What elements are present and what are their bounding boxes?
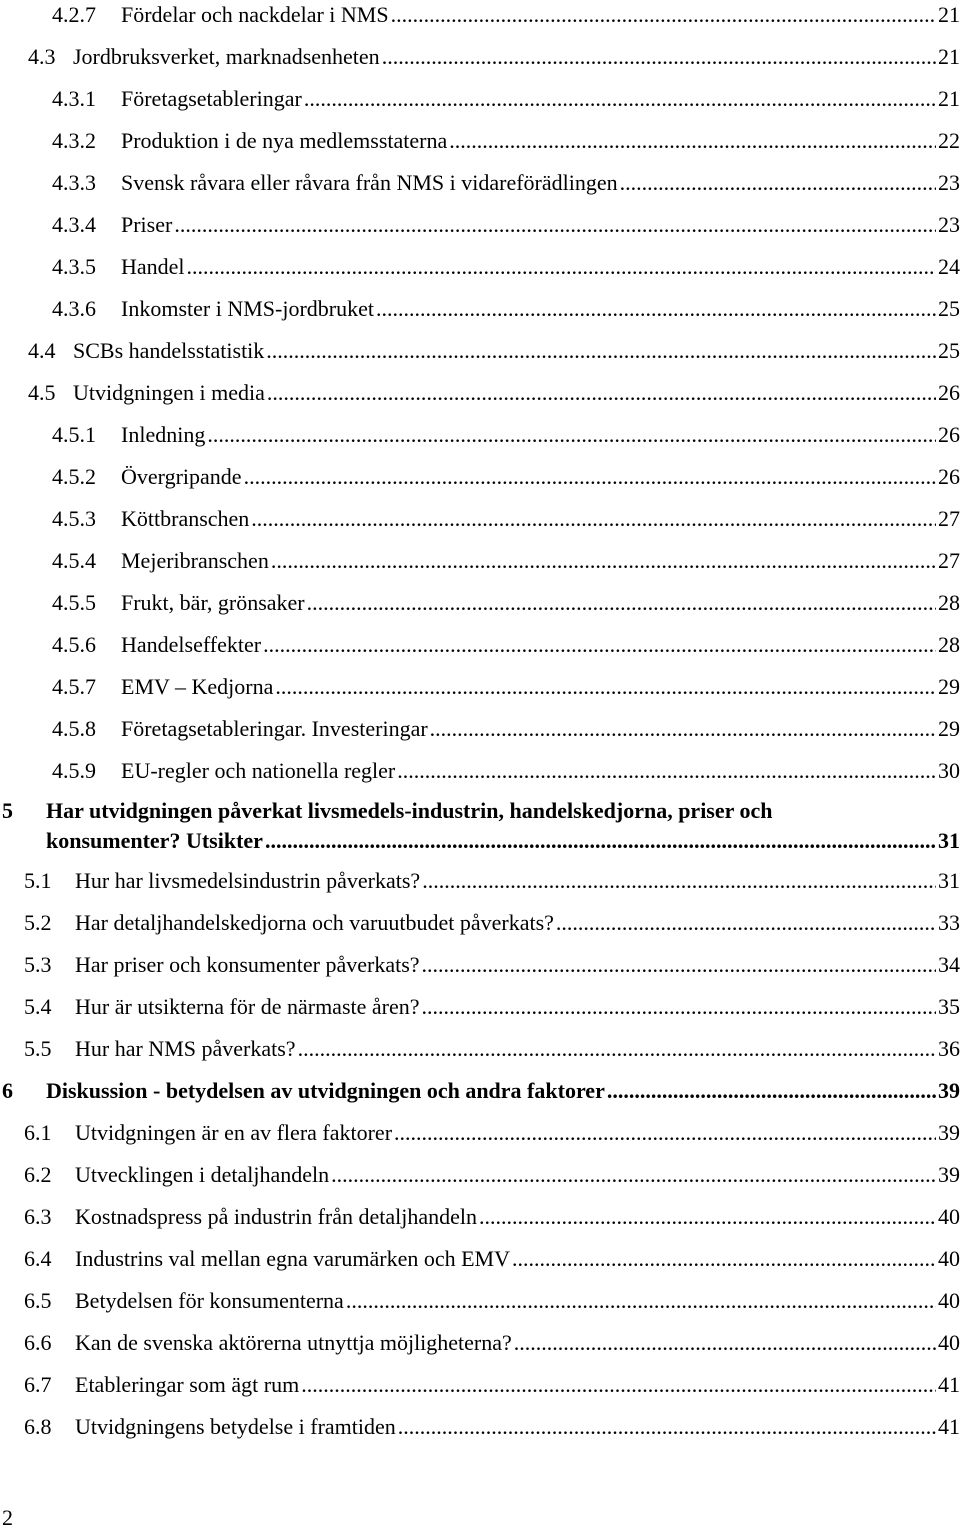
toc-entry-page: 39: [938, 1120, 960, 1145]
toc-entry[interactable]: [0, 462, 960, 496]
toc-entry-page: 21: [938, 44, 960, 69]
toc-chapter-6[interactable]: [0, 1076, 960, 1110]
toc-chapter-5[interactable]: [0, 796, 960, 858]
toc-entry-page: 33: [938, 910, 960, 935]
dot-leader: [346, 1286, 936, 1316]
toc-entry-number: 6.8: [24, 1414, 52, 1439]
toc-entry-page: 24: [938, 254, 960, 279]
toc-entry[interactable]: [0, 168, 960, 202]
toc-entry[interactable]: [0, 1370, 960, 1404]
toc-entry-page: 23: [938, 170, 960, 195]
toc-entry-number: 6.5: [24, 1288, 52, 1313]
toc-entry-number: 6.6: [24, 1330, 52, 1355]
toc-entry-title: Har detaljhandelskedjorna och varuutbudet påverkats?: [75, 908, 556, 938]
toc-entry-number: 5.1: [24, 868, 52, 893]
toc-entry-page: 39: [938, 1162, 960, 1187]
toc-entry-title: Har priser och konsumenter påverkats?: [75, 950, 422, 980]
toc-entry-title: Inledning: [121, 420, 207, 450]
toc-entry-page: 35: [938, 994, 960, 1019]
toc-chapter-page: 39: [938, 1078, 960, 1103]
toc-entry[interactable]: [0, 992, 960, 1026]
toc-entry-title: Betydelsen för konsumenterna: [75, 1286, 346, 1316]
toc-entry-number: 4.3.5: [52, 254, 96, 279]
toc-entry-title: Handelseffekter: [121, 630, 263, 660]
toc-entry-title: Utvidgningen i media: [73, 378, 267, 408]
dot-leader: [620, 168, 936, 198]
toc-entry-page: 36: [938, 1036, 960, 1061]
toc-entry-page: 40: [938, 1246, 960, 1271]
toc-entry-page: 34: [938, 952, 960, 977]
toc-entry-page: 41: [938, 1414, 960, 1439]
toc-chapter-number: 6: [2, 1078, 13, 1103]
toc-entry-page: 27: [938, 548, 960, 573]
toc-entry-number: 4.5.4: [52, 548, 96, 573]
toc-entry-page: 26: [938, 464, 960, 489]
toc-entry-number: 4.5.5: [52, 590, 96, 615]
dot-leader: [187, 252, 936, 282]
dot-leader: [422, 992, 936, 1022]
toc-entry-page: 25: [938, 296, 960, 321]
toc-entry-title: Utvidgningens betydelse i framtiden: [75, 1412, 398, 1442]
toc-entry[interactable]: [0, 1034, 960, 1068]
toc-entry-page: 21: [938, 86, 960, 111]
toc-entry[interactable]: [0, 672, 960, 706]
toc-entry-title: Fördelar och nackdelar i NMS: [121, 0, 391, 30]
toc-entry-page: 28: [938, 632, 960, 657]
dot-leader: [382, 42, 936, 72]
dot-leader: [422, 866, 936, 896]
toc-entry-title: Utvecklingen i detaljhandeln: [75, 1160, 331, 1190]
toc-entry-page: 23: [938, 212, 960, 237]
toc-entry-page: 29: [938, 716, 960, 741]
toc-entry[interactable]: [0, 84, 960, 118]
toc-entry-number: 4.3: [28, 44, 56, 69]
dot-leader: [394, 1118, 936, 1148]
toc-entry[interactable]: [0, 630, 960, 664]
toc-entry-number: 4.2.7: [52, 2, 96, 27]
toc-entry-number: 4.5.2: [52, 464, 96, 489]
toc-entry-title: Svensk råvara eller råvara från NMS i vidareförädlingen: [121, 168, 620, 198]
toc-entry-page: 28: [938, 590, 960, 615]
toc-entry[interactable]: [0, 378, 960, 412]
toc-entry-number: 4.5.8: [52, 716, 96, 741]
toc-entry-title: Kan de svenska aktörerna utnyttja möjligheterna?: [75, 1328, 514, 1358]
toc-entry-title: Köttbranschen: [121, 504, 251, 534]
toc-chapter-title: Diskussion - betydelsen av utvidgningen och andra faktorer: [46, 1076, 607, 1106]
toc-entry-page: 26: [938, 422, 960, 447]
toc-entry[interactable]: [0, 1286, 960, 1320]
dot-leader: [556, 908, 936, 938]
toc-entry[interactable]: [0, 0, 960, 34]
toc-entry[interactable]: [0, 1160, 960, 1194]
dot-leader: [422, 950, 936, 980]
dot-leader: [251, 504, 936, 534]
toc-entry-title: Hur har livsmedelsindustrin påverkats?: [75, 866, 422, 896]
toc-entry-number: 5.2: [24, 910, 52, 935]
toc-entry-title: Övergripande: [121, 462, 244, 492]
toc-entry-number: 4.3.6: [52, 296, 96, 321]
toc-entry-number: 6.7: [24, 1372, 52, 1397]
dot-leader: [607, 1076, 936, 1106]
toc-entry-title: Företagsetableringar. Investeringar: [121, 714, 430, 744]
toc-entry-title: Frukt, bär, grönsaker: [121, 588, 307, 618]
toc-entry[interactable]: [0, 126, 960, 160]
toc-chapter-title-line1: Har utvidgningen påverkat livsmedels-industrin, handelskedjorna, priser och: [46, 798, 773, 823]
toc-entry-number: 4.4: [28, 338, 56, 363]
toc-chapter-page: 31: [938, 828, 960, 853]
toc-entry-title: Kostnadspress på industrin från detaljhandeln: [75, 1202, 479, 1232]
dot-leader: [207, 420, 936, 450]
toc-entry-title: Priser: [121, 210, 174, 240]
toc-entry-number: 5.5: [24, 1036, 52, 1061]
toc-entry[interactable]: [0, 1244, 960, 1278]
dot-leader: [449, 126, 936, 156]
toc-entry[interactable]: [0, 714, 960, 748]
toc-entry[interactable]: [0, 294, 960, 328]
toc-entry[interactable]: [0, 908, 960, 942]
toc-entry-title: EMV – Kedjorna: [121, 672, 275, 702]
toc-entry-title: Hur har NMS påverkats?: [75, 1034, 298, 1064]
toc-entry-number: 5.4: [24, 994, 52, 1019]
dot-leader: [266, 336, 936, 366]
toc-entry[interactable]: [0, 1412, 960, 1446]
toc-entry-number: 4.3.4: [52, 212, 96, 237]
toc-entry[interactable]: [0, 1328, 960, 1362]
dot-leader: [391, 0, 936, 30]
dot-leader: [331, 1160, 936, 1190]
toc-entry-title: Etableringar som ägt rum: [75, 1370, 301, 1400]
dot-leader: [397, 756, 936, 786]
toc-chapter-title-line2: konsumenter? Utsikter: [46, 826, 265, 856]
dot-leader: [271, 546, 936, 576]
dot-leader: [398, 1412, 936, 1442]
toc-entry-title: Inkomster i NMS-jordbruket: [121, 294, 376, 324]
toc-entry[interactable]: [0, 420, 960, 454]
toc-entry[interactable]: [0, 950, 960, 984]
toc-entry-page: 27: [938, 506, 960, 531]
toc-entry-title: Mejeribranschen: [121, 546, 271, 576]
dot-leader: [430, 714, 936, 744]
toc-entry[interactable]: [0, 1118, 960, 1152]
toc-entry-page: 40: [938, 1330, 960, 1355]
toc-entry-number: 4.3.2: [52, 128, 96, 153]
toc-entry[interactable]: [0, 210, 960, 244]
toc-entry-number: 4.5.6: [52, 632, 96, 657]
toc-entry-page: 41: [938, 1372, 960, 1397]
toc-entry-number: 6.2: [24, 1162, 52, 1187]
toc-entry-number: 6.1: [24, 1120, 52, 1145]
dot-leader: [244, 462, 936, 492]
toc-entry-page: 26: [938, 380, 960, 405]
toc-entry-number: 4.5.3: [52, 506, 96, 531]
dot-leader: [298, 1034, 936, 1064]
toc-chapter-number: 5: [2, 798, 13, 823]
toc-entry-title: Handel: [121, 252, 187, 282]
dot-leader: [512, 1244, 936, 1274]
toc-entry-page: 30: [938, 758, 960, 783]
toc-entry[interactable]: [0, 756, 960, 790]
dot-leader: [304, 84, 936, 114]
toc-entry[interactable]: [0, 42, 960, 76]
page-number: 2: [2, 1505, 13, 1530]
toc-entry-title: Företagsetableringar: [121, 84, 304, 114]
dot-leader: [301, 1370, 936, 1400]
dot-leader: [307, 588, 936, 618]
dot-leader: [479, 1202, 936, 1232]
toc-entry-title: Industrins val mellan egna varumärken och EMV: [75, 1244, 512, 1274]
toc-entry-title: Utvidgningen är en av flera faktorer: [75, 1118, 394, 1148]
toc-entry-page: 40: [938, 1204, 960, 1229]
toc-entry-page: 40: [938, 1288, 960, 1313]
toc-entry-title: Produktion i de nya medlemsstaterna: [121, 126, 449, 156]
toc-entry[interactable]: [0, 866, 960, 900]
toc-entry-number: 4.3.3: [52, 170, 96, 195]
toc-entry[interactable]: [0, 336, 960, 370]
dot-leader: [275, 672, 936, 702]
toc-entry-number: 4.5.7: [52, 674, 96, 699]
toc-entry-number: 6.4: [24, 1246, 52, 1271]
toc-entry-title: EU-regler och nationella regler: [121, 756, 397, 786]
toc-entry[interactable]: [0, 1202, 960, 1236]
toc-entry-title: Jordbruksverket, marknadsenheten: [73, 42, 382, 72]
toc-entry-number: 4.3.1: [52, 86, 96, 111]
toc-entry-number: 5.3: [24, 952, 52, 977]
toc-entry-page: 25: [938, 338, 960, 363]
toc-entry-page: 22: [938, 128, 960, 153]
dot-leader: [263, 630, 936, 660]
dot-leader: [174, 210, 936, 240]
toc-entry[interactable]: [0, 504, 960, 538]
toc-entry[interactable]: [0, 588, 960, 622]
toc-entry-number: 4.5: [28, 380, 56, 405]
toc-entry-title: Hur är utsikterna för de närmaste åren?: [75, 992, 422, 1022]
toc-entry-page: 29: [938, 674, 960, 699]
toc-entry-number: 6.3: [24, 1204, 52, 1229]
dot-leader: [267, 378, 936, 408]
toc-entry[interactable]: [0, 546, 960, 580]
toc-entry[interactable]: [0, 252, 960, 286]
dot-leader: [376, 294, 936, 324]
toc-entry-title: SCBs handelsstatistik: [73, 336, 266, 366]
toc-entry-number: 4.5.9: [52, 758, 96, 783]
dot-leader: [514, 1328, 936, 1358]
toc-entry-page: 21: [938, 2, 960, 27]
toc-entry-page: 31: [938, 868, 960, 893]
dot-leader: [265, 826, 936, 856]
toc-entry-number: 4.5.1: [52, 422, 96, 447]
